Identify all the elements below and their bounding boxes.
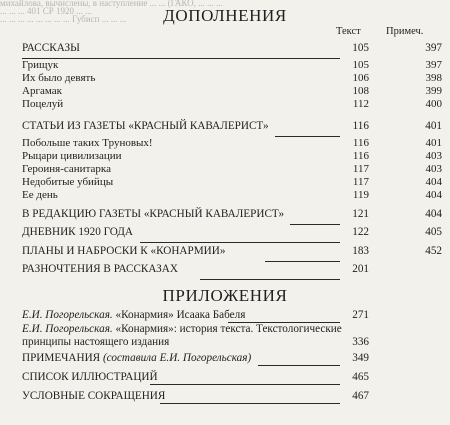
section-heading-appendices: ПРИЛОЖЕНИЯ [162, 286, 288, 305]
toc-entry[interactable] [22, 263, 442, 276]
toc-entry-title: Побольше таких Труновых! [22, 137, 153, 149]
toc-entry-text-page: 105 [352, 59, 369, 71]
author-name: Е.И. Погорельская. [22, 309, 113, 321]
toc-entry-text-page: 117 [352, 163, 369, 175]
toc-entry-title: Аргамак [22, 85, 62, 97]
toc-entry-text-page: 116 [352, 120, 369, 132]
toc-entry-title: Недобитые убийцы [22, 176, 114, 188]
toc-entry-text-page: 271 [352, 309, 369, 321]
toc-entry-notes-page: 403 [425, 150, 442, 162]
toc-entry-title [22, 323, 352, 348]
toc-entry-text-page: 121 [352, 208, 369, 220]
work-title: ПРИМЕЧАНИЯ [22, 352, 101, 364]
section-rule [140, 242, 340, 243]
toc-entry-notes-page: 399 [425, 85, 442, 97]
toc-entry-notes-page: 404 [425, 176, 442, 188]
toc-entry-text-page: 116 [352, 137, 369, 149]
toc-entry-title: Грищук [22, 59, 59, 71]
toc-entry[interactable] [22, 150, 442, 163]
toc-entry-notes-page: 452 [425, 245, 442, 257]
toc-entry-notes-page: 397 [425, 42, 442, 54]
toc-entry-text-page: 201 [352, 263, 369, 275]
column-header-notes: Примеч. [386, 26, 424, 37]
toc-entry[interactable] [22, 352, 442, 365]
toc-entry[interactable] [22, 72, 442, 85]
work-title: «Конармия» Исаака Бабеля [115, 309, 246, 321]
toc-entry-title: Героиня-санитарка [22, 163, 111, 175]
toc-entry-title: Их было девять [22, 72, 96, 84]
toc-entry-title: РАССКАЗЫ [22, 42, 80, 54]
toc-entry[interactable] [22, 245, 442, 258]
toc-entry[interactable] [22, 189, 442, 202]
toc-entry-text-page: 183 [352, 245, 369, 257]
toc-entry-text-page: 119 [352, 189, 369, 201]
work-title: «Конармия»: история текста. Текстологические принципы настоящего издания [22, 323, 342, 348]
toc-entry-title: УСЛОВНЫЕ СОКРАЩЕНИЯ [22, 390, 166, 402]
toc-entry-title: ДНЕВНИК 1920 ГОДА [22, 226, 134, 238]
toc-entry-text-page: 349 [352, 352, 369, 364]
toc-entry-notes-page: 404 [425, 208, 442, 220]
section-rule [265, 261, 340, 262]
toc-entry-text-page: 105 [352, 42, 369, 54]
toc-entry[interactable] [22, 323, 442, 349]
toc-entry[interactable] [22, 42, 442, 55]
toc-entry-text-page: 117 [352, 176, 369, 188]
toc-entry[interactable] [22, 309, 442, 322]
bleed-line: михайлова, вычислены, в наступление ... ... (ГАКО, ... ... ... [0, 0, 223, 8]
bleed-line: ... ... ... ... ... ... ... ... Губисп ... ... ... [0, 14, 127, 24]
toc-entry-notes-page: 404 [425, 189, 442, 201]
toc-entry-notes-page: 401 [425, 120, 442, 132]
toc-entry-title: Поцелуй [22, 98, 64, 110]
toc-entry-title: В РЕДАКЦИЮ ГАЗЕТЫ «КРАСНЫЙ КАВАЛЕРИСТ» [22, 208, 285, 220]
toc-entry-title [22, 309, 245, 322]
toc-entry-title: СТАТЬИ ИЗ ГАЗЕТЫ «КРАСНЫЙ КАВАЛЕРИСТ» [22, 120, 269, 132]
toc-entry[interactable] [22, 226, 442, 239]
toc-entry[interactable] [22, 59, 442, 72]
toc-entry[interactable] [22, 208, 442, 221]
section-rule [200, 279, 340, 280]
toc-entry-notes-page: 400 [425, 98, 442, 110]
toc-entry-notes-page: 398 [425, 72, 442, 84]
section-rule [290, 224, 340, 225]
toc-entry-notes-page: 401 [425, 137, 442, 149]
bleed-line: ... ... ... 401 СР 1920 ... ... [0, 6, 93, 16]
toc-entry-text-page: 108 [352, 85, 369, 97]
toc-entry[interactable] [22, 176, 442, 189]
section-rule [160, 403, 340, 404]
toc-entry-text-page: 106 [352, 72, 369, 84]
toc-entry-text-page: 467 [352, 390, 369, 402]
toc-entry-title: СПИСОК ИЛЛЮСТРАЦИЙ [22, 371, 158, 383]
toc-entry-title [22, 352, 251, 365]
toc-entry-text-page: 116 [352, 150, 369, 162]
toc-entry-notes-page: 397 [425, 59, 442, 71]
compiler-note: (составила Е.И. Погорельская) [102, 352, 252, 364]
toc-entry-notes-page: 403 [425, 163, 442, 175]
toc-entry[interactable] [22, 98, 442, 111]
section-heading-supplements: ДОПОЛНЕНИЯ [163, 6, 287, 25]
toc-entry[interactable] [22, 163, 442, 176]
toc-entry-text-page: 122 [352, 226, 369, 238]
toc-entry-title: ПЛАНЫ И НАБРОСКИ К «КОНАРМИИ» [22, 245, 226, 257]
toc-entry[interactable] [22, 390, 442, 403]
toc-entry[interactable] [22, 371, 442, 384]
section-rule [150, 384, 340, 385]
section-rule [258, 365, 340, 366]
toc-entry-notes-page: 405 [425, 226, 442, 238]
toc-entry-title: Рыцари цивилизации [22, 150, 122, 162]
column-header-text: Текст [336, 26, 361, 37]
author-name: Е.И. Погорельская. [22, 323, 113, 335]
toc-entry[interactable] [22, 85, 442, 98]
toc-entry[interactable] [22, 137, 442, 150]
toc-entry-text-page: 465 [352, 371, 369, 383]
toc-entry-text-page: 112 [352, 98, 369, 110]
toc-entry-text-page: 336 [352, 336, 369, 348]
toc-entry-title: Ее день [22, 189, 58, 201]
toc-entry[interactable] [22, 120, 442, 133]
toc-entry-title: РАЗНОЧТЕНИЯ В РАССКАЗАХ [22, 263, 178, 275]
